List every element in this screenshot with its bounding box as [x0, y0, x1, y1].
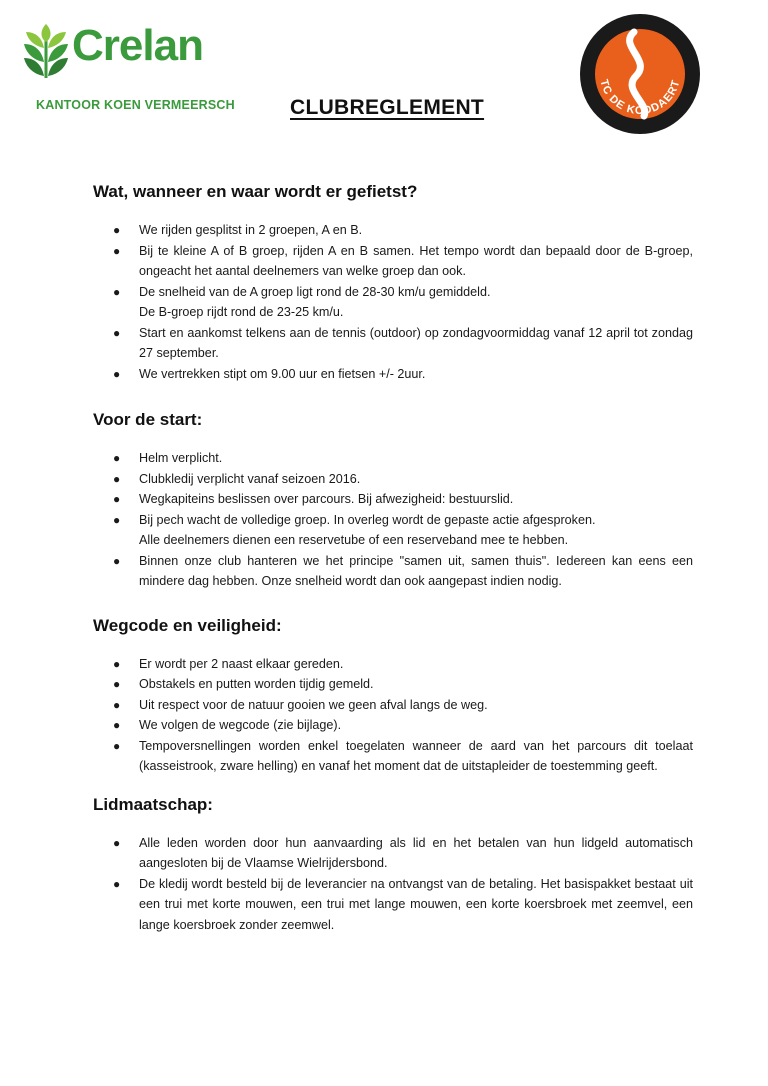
bullet-icon: ●	[113, 835, 121, 850]
page-title: CLUBREGLEMENT	[290, 96, 485, 119]
wheat-leaf-icon	[24, 18, 68, 82]
bullet-icon: ●	[113, 243, 121, 258]
club-logo	[578, 12, 702, 136]
bullet-icon: ●	[113, 223, 121, 237]
bullet-icon: ●	[113, 366, 121, 381]
list-item: ● Alle leden worden door hun aanvaarding als lid en het betalen van hun lidgeld automatisch aangesloten bij de Vlaamse Wielrijdersbond.	[93, 833, 693, 874]
list-item: ● Helm verplicht.	[93, 448, 693, 469]
bullet-icon: ●	[113, 677, 121, 691]
list-item: ● Start en aankomst telkens aan de tennis (outdoor) op zondagvoormiddag vanaf 12 april tot zondag 27 september.	[93, 323, 693, 364]
list-item: ● Uit respect voor de natuur gooien we geen afval langs de weg.	[93, 695, 693, 716]
section-heading: Lidmaatschap:	[93, 794, 213, 814]
bullet-icon: ●	[113, 492, 121, 506]
list-item: ● We vertrekken stipt om 9.00 uur en fietsen +/- 2uur.	[93, 364, 693, 385]
list-item: ● Bij pech wacht de volledige groep. In overleg wordt de gepaste actie afgesproken. Alle deelnemers dienen een reservetube of een reserveband mee te hebben.	[93, 510, 693, 551]
bullet-icon: ●	[113, 284, 121, 299]
bullet-icon: ●	[113, 656, 121, 671]
section-heading: Wat, wanneer en waar wordt er gefietst?	[93, 182, 418, 201]
rule-list	[93, 833, 693, 936]
list-item: ● De kledij wordt besteld bij de leverancier na ontvangst van de betaling. Het basispakket bestaat uit een trui met korte mouwen, een trui met lange mouwen, een korte koersbroek met zeemvel, een lange koersbroek zonder zeemwel.	[93, 874, 693, 936]
list-item: ● Tempoversnellingen worden enkel toegelaten wanneer de aard van het parcours dit toelaat (kasseistrook, zware helling) en vanaf het moment dat de uitstapleider de toestemming geeft.	[93, 736, 693, 777]
list-item: ● Obstakels en putten worden tijdig gemeld.	[93, 674, 693, 695]
page-header	[0, 0, 768, 140]
rule-list	[93, 448, 693, 592]
section-heading: Wegcode en veiligheid:	[93, 615, 282, 635]
section-traffic-safety	[93, 614, 693, 777]
rule-list	[93, 654, 693, 777]
bullet-icon: ●	[113, 451, 121, 465]
list-item: ● Er wordt per 2 naast elkaar gereden.	[93, 654, 693, 675]
section-heading: Voor de start:	[93, 410, 203, 429]
bullet-icon: ●	[113, 553, 121, 568]
rule-list	[93, 220, 693, 384]
brand-name: Crelan	[72, 21, 203, 70]
crelan-logo	[24, 16, 234, 116]
bullet-icon: ●	[113, 325, 121, 340]
bullet-icon: ●	[113, 738, 121, 753]
list-item: ● Wegkapiteins beslissen over parcours. Bij afwezigheid: bestuurslid.	[93, 489, 693, 510]
office-name: KANTOOR KOEN VERMEERSCH	[36, 98, 235, 112]
club-logo-text: TC DE KODDAERT	[597, 78, 683, 118]
list-item: ● De snelheid van de A groep ligt rond de 28-30 km/u gemiddeld. De B-groep rijdt rond de 23-25 km/u.	[93, 282, 693, 323]
bullet-icon: ●	[113, 471, 121, 486]
list-item: ● We volgen de wegcode (zie bijlage).	[93, 715, 693, 736]
section-before-start	[93, 408, 693, 592]
list-item: ● Bij te kleine A of B groep, rijden A en B samen. Het tempo wordt dan bepaald door de B-groep, ongeacht het aantal deelnemers van welke groep dan ook.	[93, 241, 693, 282]
section-when-where	[93, 180, 693, 384]
list-item: ● Clubkledij verplicht vanaf seizoen 2016.	[93, 469, 693, 490]
list-item: ● Binnen onze club hanteren we het principe "samen uit, samen thuis". Iedereen kan eens een mindere dag hebben. Onze snelheid wordt dan ook aangepast indien nodig.	[93, 551, 693, 592]
bullet-icon: ●	[113, 697, 121, 712]
bullet-icon: ●	[113, 718, 121, 732]
document-body	[93, 180, 693, 935]
section-membership	[93, 793, 693, 936]
list-item: ● We rijden gesplitst in 2 groepen, A en B.	[93, 220, 693, 241]
bullet-icon: ●	[113, 876, 121, 891]
bullet-icon: ●	[113, 512, 121, 527]
